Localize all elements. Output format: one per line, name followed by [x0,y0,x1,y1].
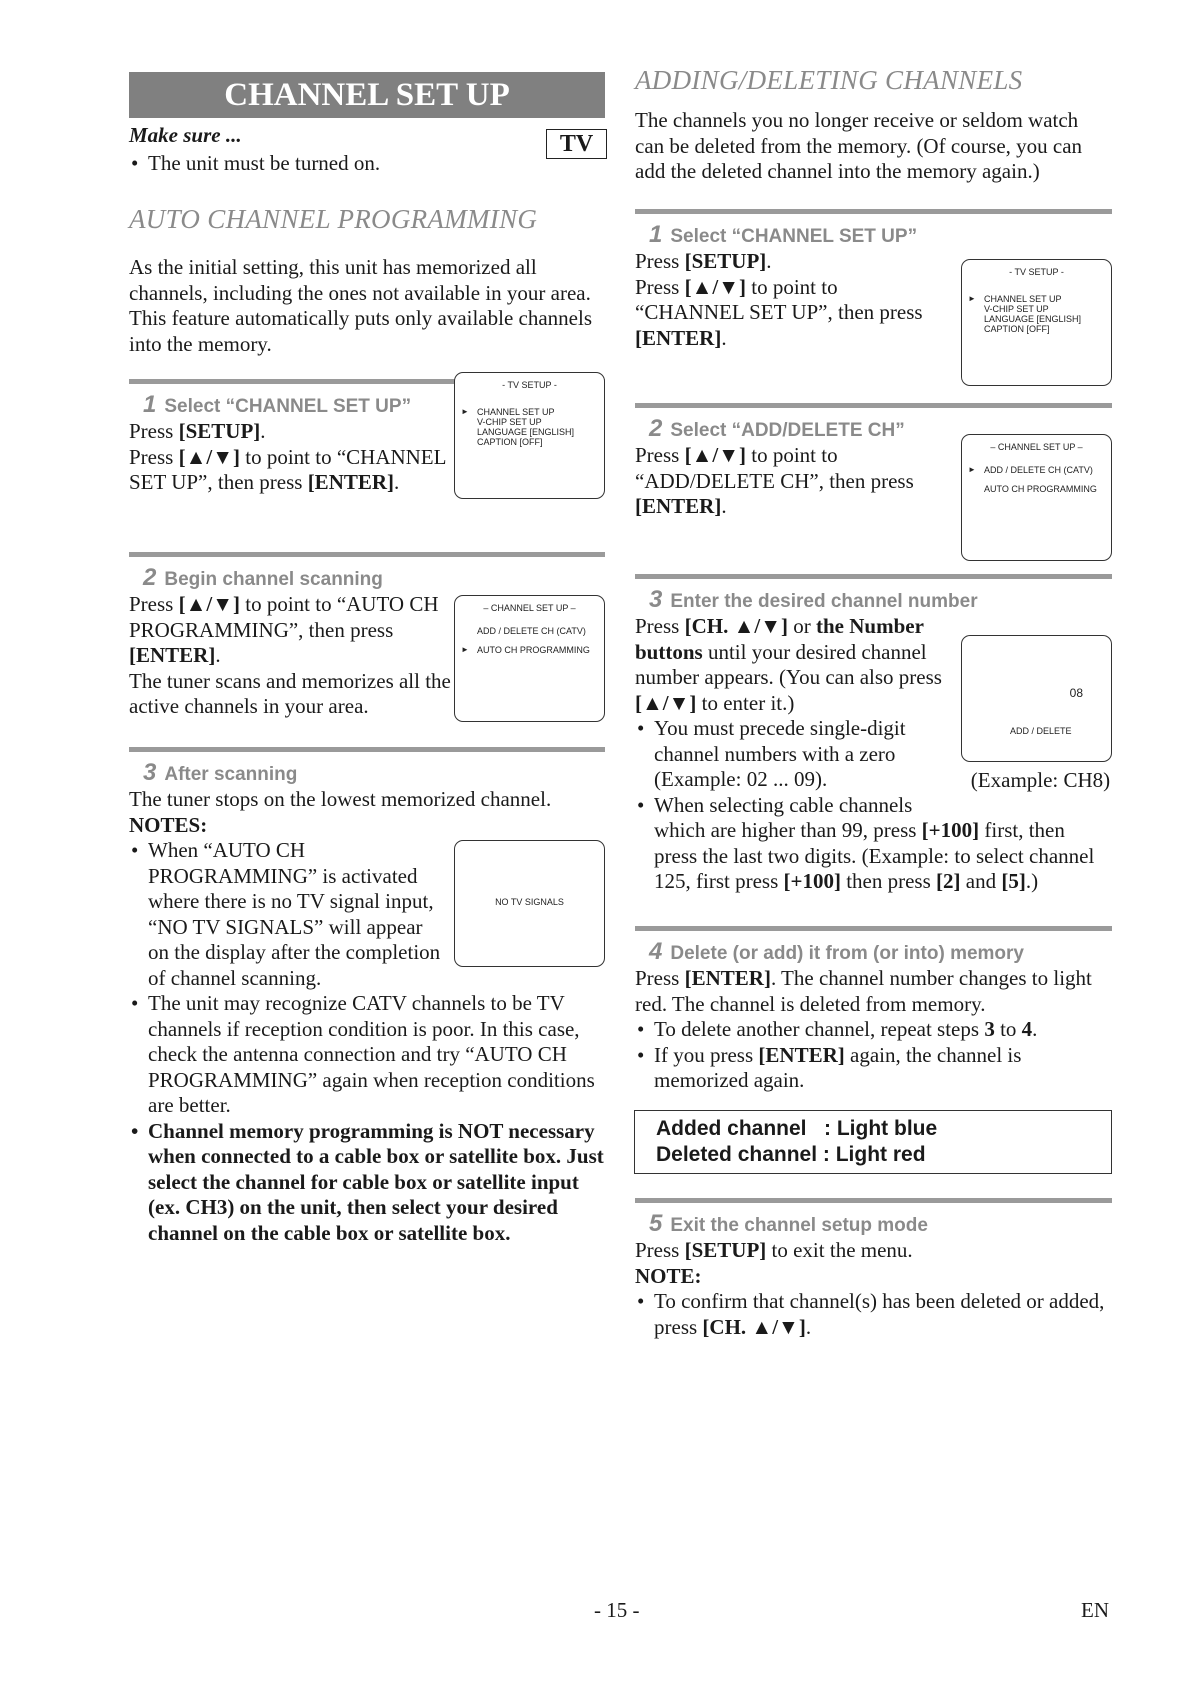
screen-menu-item: LANGUAGE [ENGLISH] [984,314,1082,324]
auto-step-2 [129,552,605,722]
text: to enter it.) [696,690,795,715]
step-title: Enter the desired channel number [670,591,978,612]
divider [635,403,1112,408]
text: . [215,643,221,667]
screen-title: - TV SETUP - [502,380,557,390]
bold-text: [ENTER] [635,494,722,518]
screen-message: NO TV SIGNALS [495,897,564,907]
divider [635,1198,1112,1203]
language-code: EN [1081,1598,1109,1622]
bullet-item [635,1043,1112,1094]
screen-menu-item: ► ADD / DELETE CH (CATV) [968,465,1093,475]
bold-text: [CH. ▲/▼] [684,614,788,638]
bullet-item [635,1289,1112,1340]
divider [635,574,1112,579]
step-title: Exit the channel setup mode [670,1215,928,1236]
adding-deleting-heading: ADDING/DELETING CHANNELS [635,65,1023,95]
text: You must precede single-digit channel numbers with a zero (Example: 02 ... 09). [654,716,906,791]
bullet-item [635,793,1112,895]
adddel-step-1 [635,209,1112,386]
color-legend [634,1110,1112,1174]
auto-step-1 [129,379,605,499]
text: first, then press the last two digits. (Example: to select channel 125, first press [654,818,1095,893]
screen-menu-item: CAPTION [OFF] [984,324,1050,334]
cursor-arrow-icon: ► [461,407,469,416]
text: . The channel number changes to light red. The channel is deleted from memory. [635,966,1092,1016]
text: and [960,869,1002,893]
divider [635,209,1112,214]
text: . [1032,1017,1038,1041]
bullet-item [635,716,1112,793]
screen-menu-item: CAPTION [OFF] [477,437,543,447]
text: Press [129,419,179,443]
bold-text: [ENTER] [307,470,395,494]
text: . [721,325,727,350]
text: Press [129,444,179,469]
step-header [143,759,605,787]
text: . [766,249,772,273]
cursor-arrow-icon: ► [968,465,976,474]
tv-setup-screen [961,259,1112,386]
screen-title: - TV SETUP - [1009,267,1064,277]
text: To delete another channel, repeat steps [654,1017,985,1041]
text: to point to “CHANNEL SET UP”, then press [635,274,923,324]
text: Press [635,1238,685,1262]
page-title: CHANNEL SET UP [129,72,605,118]
text: to exit the menu. [766,1238,913,1262]
screen-title: – CHANNEL SET UP – [990,442,1083,452]
text: Press [635,966,685,990]
bold-text: [2] [936,869,961,893]
text: Press [635,249,685,273]
auto-channel-heading: AUTO CHANNEL PROGRAMMING [129,204,538,234]
bold-text: [SETUP] [684,1238,767,1262]
step-paragraph [635,966,1112,1017]
step-title: After scanning [164,764,298,785]
text: to point to “AUTO CH PROGRAMMING”, then press [129,592,439,642]
text: Press [635,614,685,638]
step-title: Select “CHANNEL SET UP” [164,396,412,417]
screen-menu-item: ► CHANNEL SET UP [461,407,555,417]
bold-text: [+100] [783,869,841,893]
notes-label: NOTES: [129,812,208,837]
screen-menu-item: AUTO CH PROGRAMMING [984,484,1097,494]
text: . [394,470,400,494]
text: .) [1025,869,1039,893]
bold-text: [ENTER] [635,325,722,350]
text: to point to “CHANNEL SET UP”, then press [129,444,446,494]
step-number: 1 [649,221,663,248]
adddel-step-3 [635,574,1112,895]
bold-text: the Number buttons [635,614,924,664]
screen-menu-item: V-CHIP SET UP [984,304,1049,314]
text: until your desired channel number appears. (You can also press [635,639,942,689]
step-header [143,564,605,592]
bold-text: [▲/▼] [684,274,746,299]
step-number: 1 [143,391,157,418]
bold-text: [▲/▼] [635,690,697,715]
step-paragraph [129,787,605,813]
tv-badge: TV [546,129,607,159]
step-number: 2 [143,564,157,591]
step-header [649,938,1112,966]
page-number: - 15 - [594,1598,640,1622]
step-number: 3 [649,586,663,613]
bold-text: [SETUP] [178,419,261,443]
bold-text: [ENTER] [129,643,216,667]
step-number: 2 [649,415,663,442]
screen-menu-item: ADD / DELETE CH (CATV) [477,626,586,636]
cursor-arrow-icon: ► [461,645,469,654]
step-header [649,221,1112,249]
note-item: • When “AUTO CH PROGRAMMING” is activated where there is no TV signal input, “NO TV SIGNALS” will appear on the display after the completion of channel scanning. [129,838,605,991]
auto-intro: As the initial setting, this unit has memorized all channels, including the ones not available in your area. This feature automatically puts only available channels into the memory. [129,255,593,356]
text: . [721,494,727,518]
text: or [787,614,816,638]
text: The tuner stops on the lowest memorized channel. [129,787,552,811]
adddel-intro: The channels you no longer receive or seldom watch can be deleted from the memory. (Of course, you can add the deleted channel into the memory again.) [635,108,1083,183]
legend-deleted: Deleted channel : Light red [656,1143,926,1166]
step-title: Delete (or add) it from (or into) memory [670,943,1024,964]
adddel-step-4 [635,926,1112,1094]
bold-text: 3 [984,1017,995,1041]
note-label: NOTE: [635,1263,702,1288]
text: The tuner scans and memorizes all the active channels in your area. [129,668,451,718]
divider [635,926,1112,931]
auto-step-3 [129,747,605,1246]
make-sure-label: Make sure ... [129,123,242,147]
screen-label: ADD / DELETE [1010,726,1072,736]
channel-setup-screen [454,595,605,722]
step-number: 3 [143,759,157,786]
legend-added: Added channel : Light blue [656,1117,938,1140]
step-number: 5 [649,1210,663,1237]
text: If you press [654,1042,759,1067]
adddel-step-2 [635,403,1112,561]
note-item: • Channel memory programming is NOT necessary when connected to a cable box or satellite box. Just select the channel for cable box or satellite input (ex. CH3) on the unit, then select your desired channel on the cable box or satellite box. [129,1119,605,1247]
bold-text: [▲/▼] [178,592,240,616]
text: again, the channel is memorized again. [654,1042,1022,1092]
screen-title: – CHANNEL SET UP – [483,603,576,613]
step-title: Select “CHANNEL SET UP” [670,226,918,247]
divider [129,747,605,752]
text: to [994,1017,1022,1041]
adddel-step-5 [635,1198,1112,1340]
bold-text: [SETUP] [684,249,767,273]
text: to point to “ADD/DELETE CH”, then press [635,443,914,493]
step-header [649,1210,1112,1238]
note-item: • The unit may recognize CATV channels to be TV channels if reception condition is poor. In this case, check the antenna connection and try “AUTO CH PROGRAMMING” again when reception conditions are better. [129,991,605,1119]
text: When selecting cable channels which are higher than 99, press [654,792,922,842]
text: Press [129,592,179,616]
channel-number: 08 [1069,686,1083,700]
text: Press [635,443,685,467]
screen-menu-item: ► CHANNEL SET UP [968,294,1062,304]
text: then press [840,869,937,893]
channel-setup-screen [961,434,1112,561]
step-header [649,586,1112,614]
bold-text: [▲/▼] [684,443,746,467]
text: . [805,1314,812,1339]
screen-menu-item: ► AUTO CH PROGRAMMING [461,645,590,655]
bold-text: [5] [1001,869,1026,893]
step-paragraph [635,1238,1112,1264]
step-title: Begin channel scanning [164,569,383,590]
tv-setup-screen [454,372,605,499]
screen-menu-item: V-CHIP SET UP [477,417,542,427]
text: . [260,419,266,443]
text: To confirm that channel(s) has been deleted or added, press [654,1289,1105,1339]
bullet-item [635,1017,1112,1043]
bold-text: 4 [1021,1017,1033,1041]
divider [129,552,605,557]
bold-text: [ENTER] [684,966,771,990]
cursor-arrow-icon: ► [968,294,976,303]
bold-text: [+100] [921,818,980,842]
screen-menu-item: LANGUAGE [ENGLISH] [477,427,575,437]
bold-text: [CH. ▲/▼] [702,1314,806,1339]
step-title: Select “ADD/DELETE CH” [670,420,905,441]
bold-text: [▲/▼] [178,444,240,469]
make-sure-bullet: • The unit must be turned on. [129,151,605,177]
text: Press [635,274,685,299]
bold-text: [ENTER] [758,1042,845,1067]
example-caption: (Example: CH8) [970,768,1111,792]
step-number: 4 [649,938,663,965]
